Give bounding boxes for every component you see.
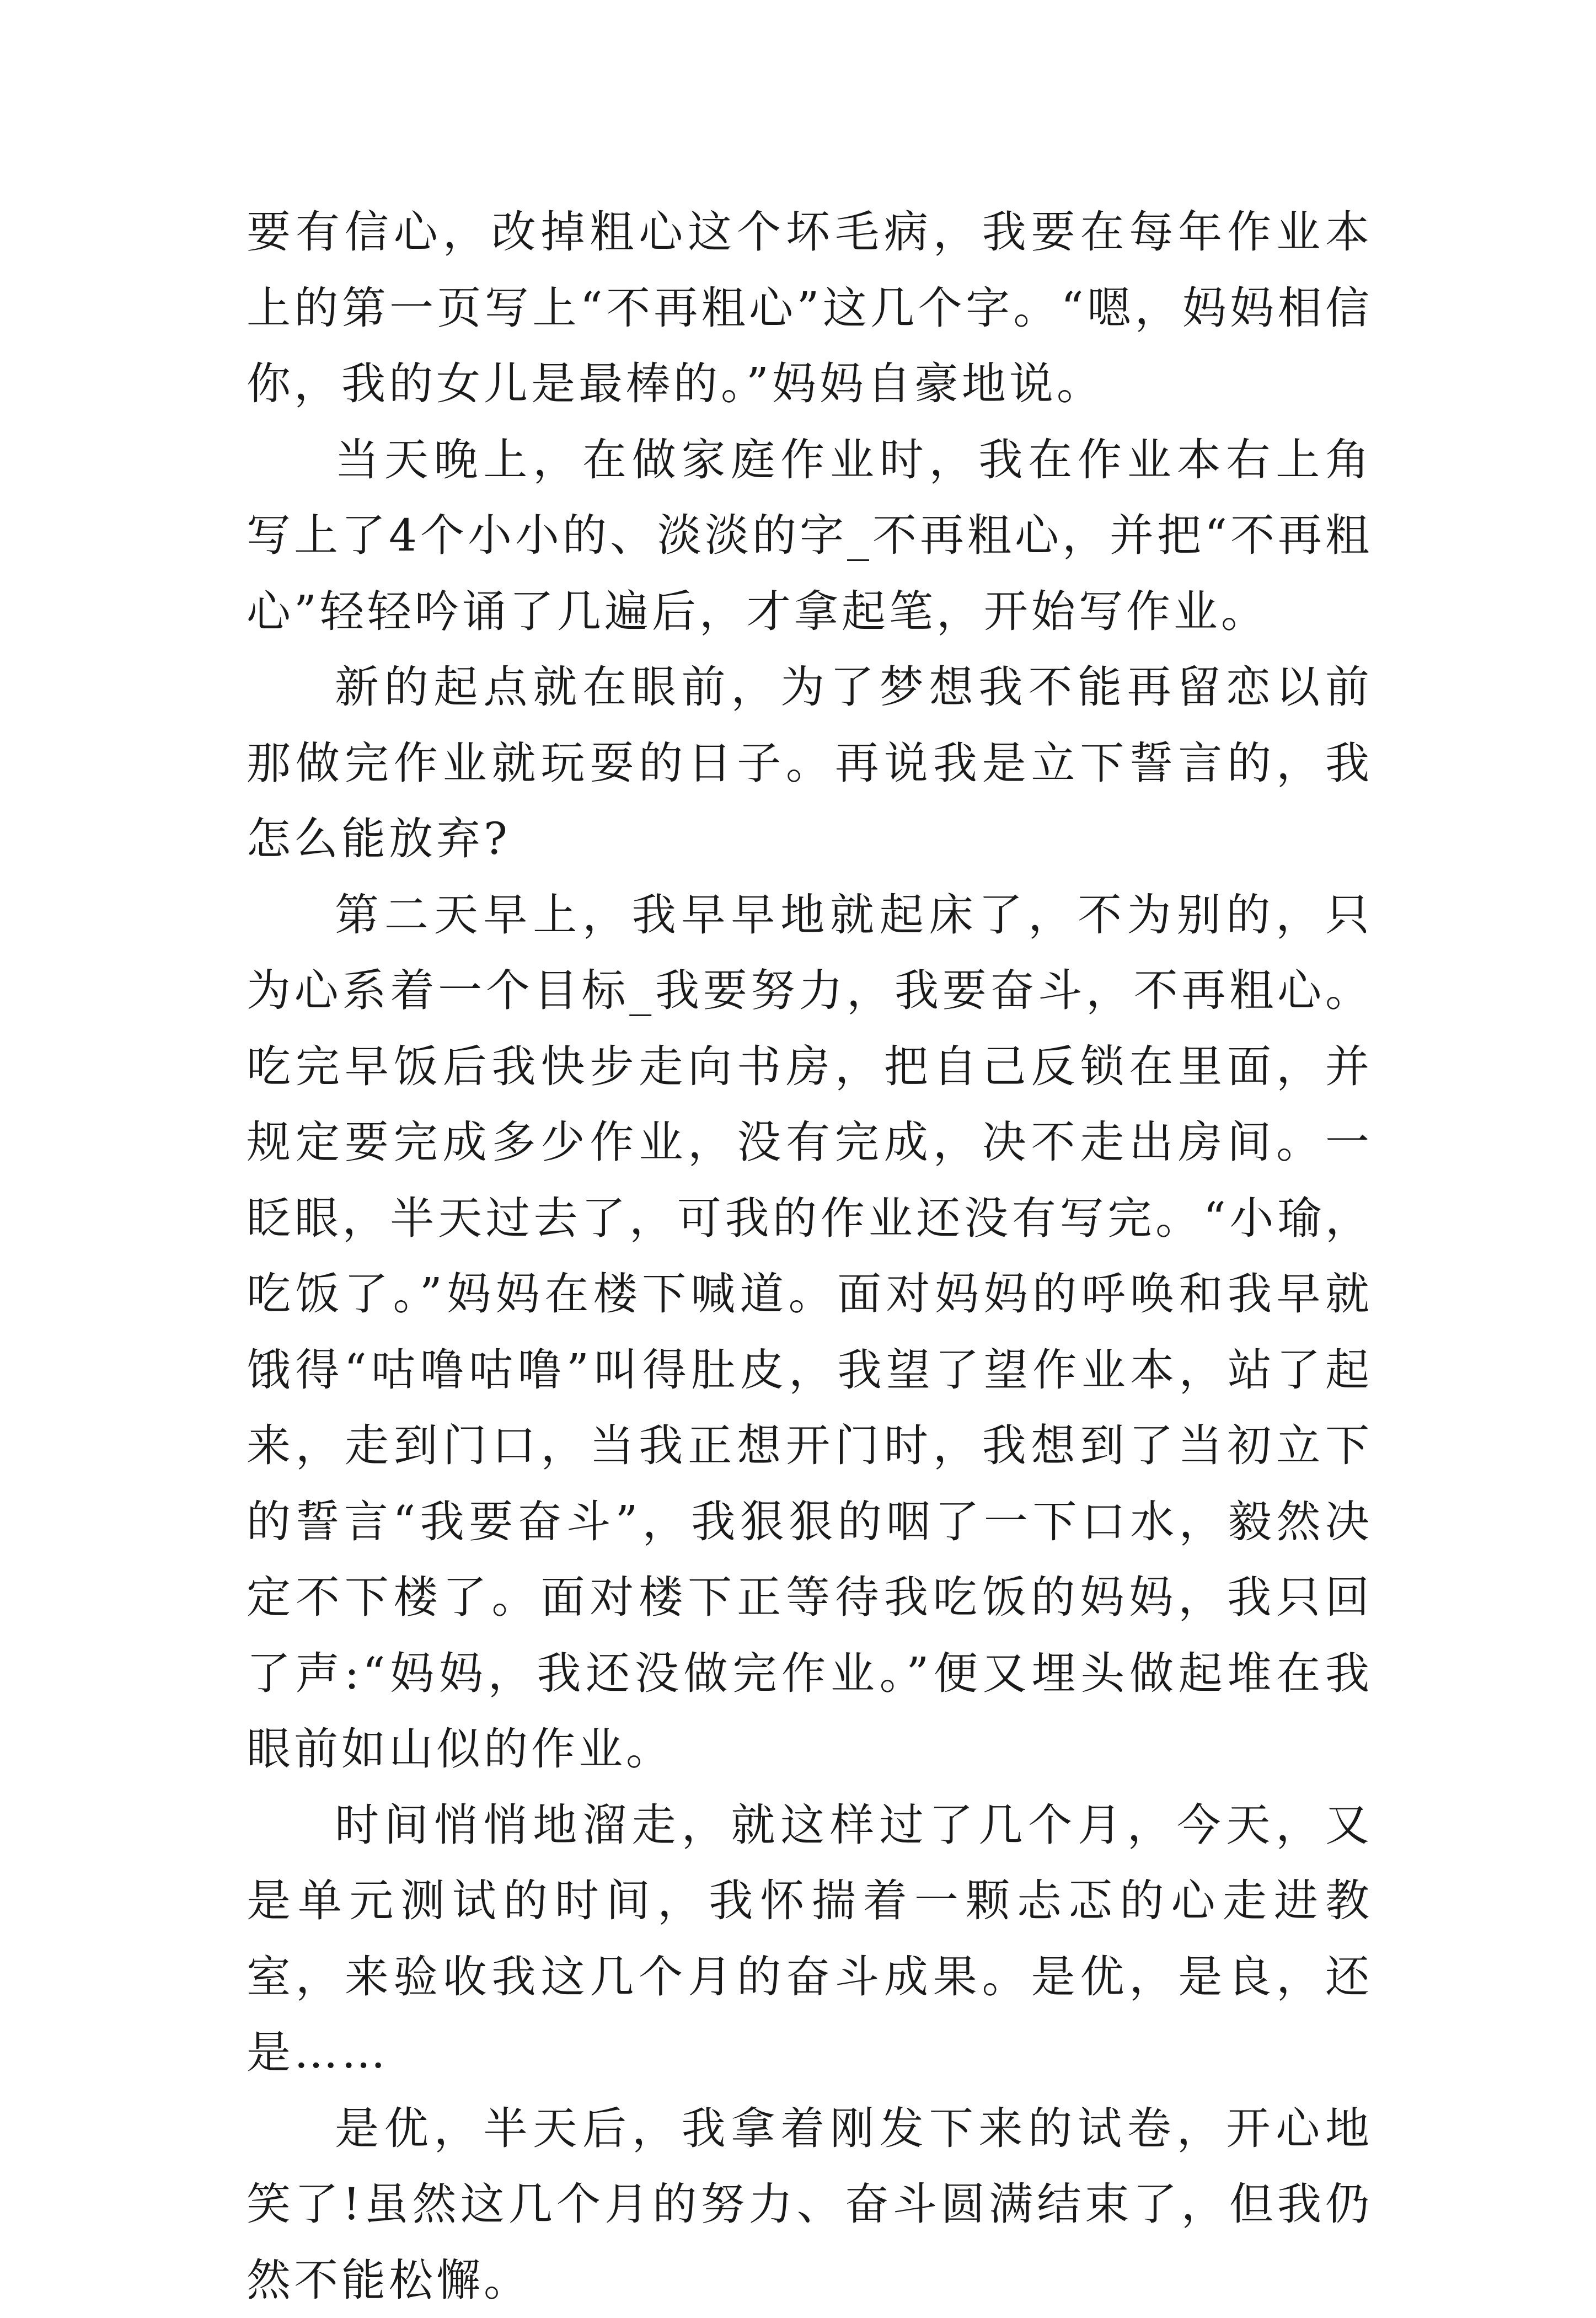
paragraph-1: 要有信心，改掉粗心这个坏毛病，我要在每年作业本上的第一页写上“不再粗心”这几个字。“嗯，妈妈相信你，我的女儿是最棒的。”妈妈自豪地说。 — [247, 194, 1373, 422]
document-body — [247, 194, 1373, 2318]
paragraph-2: 当天晚上，在做家庭作业时，我在作业本右上角写上了4个小小的、淡淡的字_不再粗心，并把“不再粗心”轻轻吟诵了几遍后，才拿起笔，开始写作业。 — [247, 422, 1373, 650]
paragraph-5: 时间悄悄地溜走，就这样过了几个月，今天，又是单元测试的时间，我怀揣着一颗忐忑的心走进教室，来验收我这几个月的奋斗成果。是优，是良，还是…… — [247, 1787, 1373, 2091]
paragraph-6: 是优，半天后，我拿着刚发下来的试卷，开心地笑了!虽然这几个月的努力、奋斗圆满结束了，但我仍然不能松懈。 — [247, 2091, 1373, 2318]
paragraph-3: 新的起点就在眼前，为了梦想我不能再留恋以前那做完作业就玩耍的日子。再说我是立下誓言的，我怎么能放弃? — [247, 649, 1373, 877]
paragraph-4: 第二天早上，我早早地就起床了，不为别的，只为心系着一个目标_我要努力，我要奋斗，不再粗心。吃完早饭后我快步走向书房，把自己反锁在里面，并规定要完成多少作业，没有完成，决不走出房间。一眨眼，半天过去了，可我的作业还没有写完。“小瑜，吃饭了。”妈妈在楼下喊道。面对妈妈的呼唤和我早就饿得“咕噜咕噜”叫得肚皮，我望了望作业本，站了起来，走到门口，当我正想开门时，我想到了当初立下的誓言“我要奋斗”，我狠狠的咽了一下口水，毅然决定不下楼了。面对楼下正等待我吃饭的妈妈，我只回了声:“妈妈，我还没做完作业。”便又埋头做起堆在我眼前如山似的作业。 — [247, 877, 1373, 1787]
